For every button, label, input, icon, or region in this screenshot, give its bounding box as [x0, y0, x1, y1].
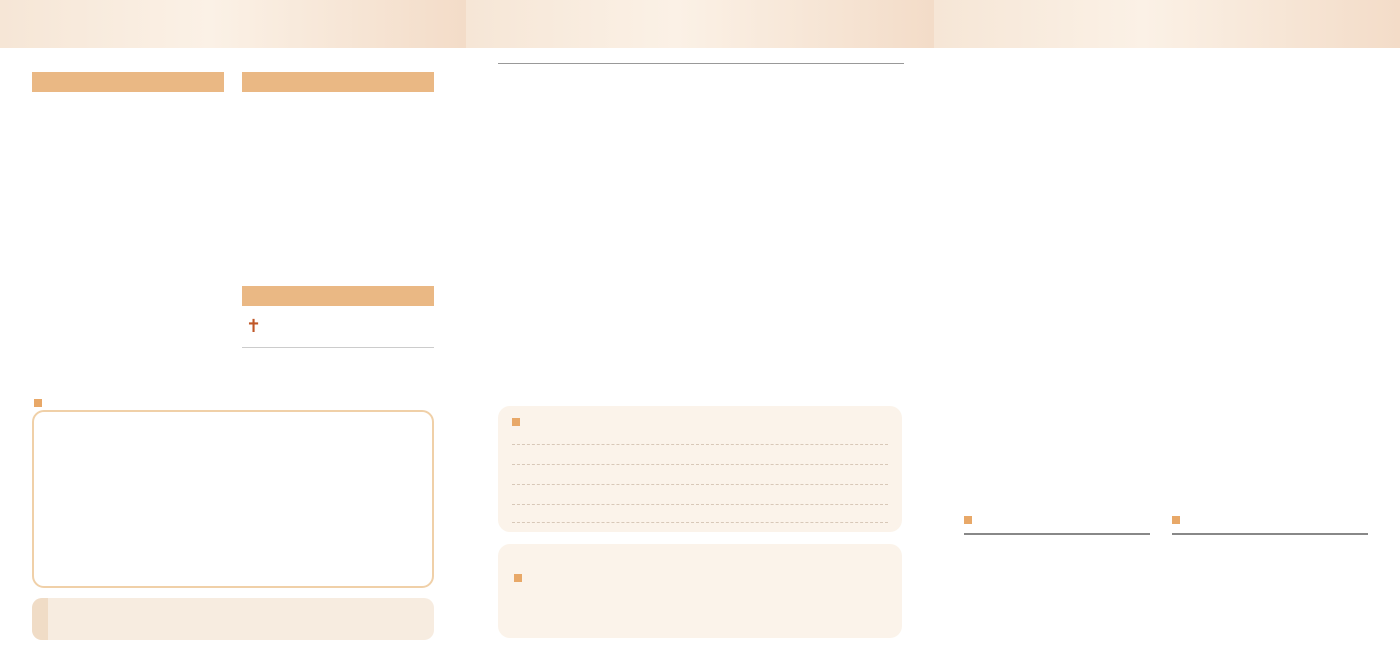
note-line[interactable] [512, 504, 888, 505]
attendance-rows [964, 533, 1150, 535]
page-header [0, 0, 466, 48]
page-header [466, 0, 934, 48]
bullet-square-icon [1172, 516, 1180, 524]
answer-bar [32, 598, 434, 640]
note-line[interactable] [512, 464, 888, 465]
divider [498, 63, 904, 64]
bullet-square-icon [964, 516, 972, 524]
quiz-header [34, 392, 434, 406]
page-4 [934, 0, 1400, 662]
page-2 [0, 0, 466, 662]
answer-label [32, 598, 48, 640]
cross-icon: ✝ [246, 316, 262, 337]
attendance-table [964, 514, 1150, 535]
offering-stat-rows [1172, 533, 1368, 535]
wed-table [242, 72, 434, 92]
dawn-table [242, 286, 434, 360]
bullet-square-icon [514, 574, 522, 582]
note-line[interactable] [512, 444, 888, 445]
bullet-square-icon [512, 418, 520, 426]
memory-verse-box [498, 544, 902, 638]
note-line[interactable] [512, 522, 888, 523]
offering-stat-table [1172, 514, 1368, 535]
service3-table [32, 72, 224, 102]
note-line[interactable] [512, 484, 888, 485]
sermon-note-box [498, 406, 902, 532]
page-header [934, 0, 1400, 48]
bullet-square-icon [34, 399, 42, 407]
quiz-box [32, 410, 434, 588]
